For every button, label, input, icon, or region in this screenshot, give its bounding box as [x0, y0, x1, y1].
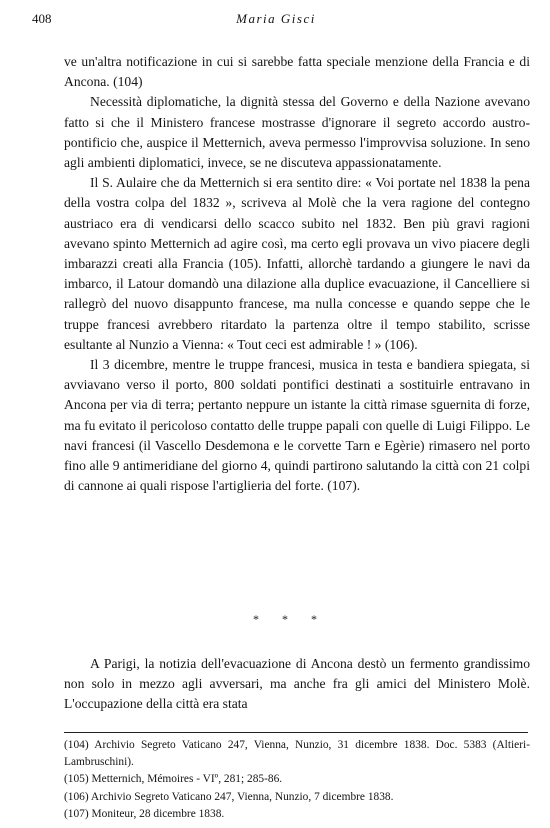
paragraph: ve un'altra notificazione in cui si sarebbe fatta speciale menzione della Francia e di Ancona. (104)	[64, 54, 530, 90]
closing-text	[64, 654, 530, 715]
footnotes	[64, 737, 530, 823]
main-text	[64, 52, 530, 496]
footnote: (105) Metternich, Mémoires - VIº, 281; 285-86.	[64, 773, 283, 786]
paragraph: Il 3 dicembre, mentre le truppe francesi, musica in testa e bandiera spiegata, si avviavano verso il porto, 800 soldati pontifici destinati a sostituirle entravano in Ancona per via di terra; pertanto neppure un istante la città rimase sguernita di forze, ma fu evitato il pericoloso contatto delle truppe papali con quelle di Luigi Filippo. Le navi francesi (il Vascello Desdemona e le corvette Tarn e Egèrie) rimasero nel porto fino alle 9 antimeridiane del giorno 4, quindi partirono salutando la città con 21 colpi di cannone ai quali rispose l'artiglieria del forte. (107).	[64, 357, 530, 494]
footnote-rule	[64, 732, 528, 733]
footnote: (106) Archivio Segreto Vaticano 247, Vienna, Nunzio, 7 dicembre 1838.	[64, 790, 394, 803]
footnote: (104) Archivio Segreto Vaticano 247, Vienna, Nunzio, 31 dicembre 1838. Doc. 5383 (Altieri-Lambruschini).	[64, 739, 530, 769]
section-separator: * * *	[253, 612, 327, 626]
paragraph: Necessità diplomatiche, la dignità stessa del Governo e della Nazione avevano fatto si che il Ministero francese mostrasse d'ignorare il segreto accordo austro-pontificio che, auspice il Metternich, aveva permesso l'improvvisa soluzione. In seno agli ambienti diplomatici, invece, se ne discuteva appassionatamente.	[64, 94, 530, 171]
footnote: (107) Moniteur, 28 dicembre 1838.	[64, 807, 225, 820]
paragraph: Il S. Aulaire che da Metternich si era sentito dire: « Voi portate nel 1838 la pena della vostra colpa del 1832 », scriveva al Molè che la vera ragione del contegno austriaco era di vendicarsi dello scacco subito nel 1832. Ben più gravi ragioni avevano spinto Metternich ad agire così, ma certo egli provava un vivo piacere degli imbarazzi creati alla Francia (105). Infatti, allorchè tardando a giungere le navi da imbarco, il Latour domandò una dilazione alla duplice evacuazione, il Cancelliere si rallegrò del nuovo disappunto francese, ma nulla concesse e quando seppe che le truppe francesi avrebbero ritardato la partenza oltre il tempo stabilito, scrisse esultante al Nunzio a Vienna: « Tout ceci est admirable ! » (106).	[64, 175, 530, 352]
running-head: Maria Gisci	[236, 11, 316, 26]
page-header	[32, 11, 520, 31]
page-number: 408	[32, 11, 52, 26]
paragraph: A Parigi, la notizia dell'evacuazione di Ancona destò un fermento grandissimo non solo in mezzo agli avversari, ma anche fra gli amici del Ministero Molè. L'occupazione della città era stata	[64, 656, 530, 712]
